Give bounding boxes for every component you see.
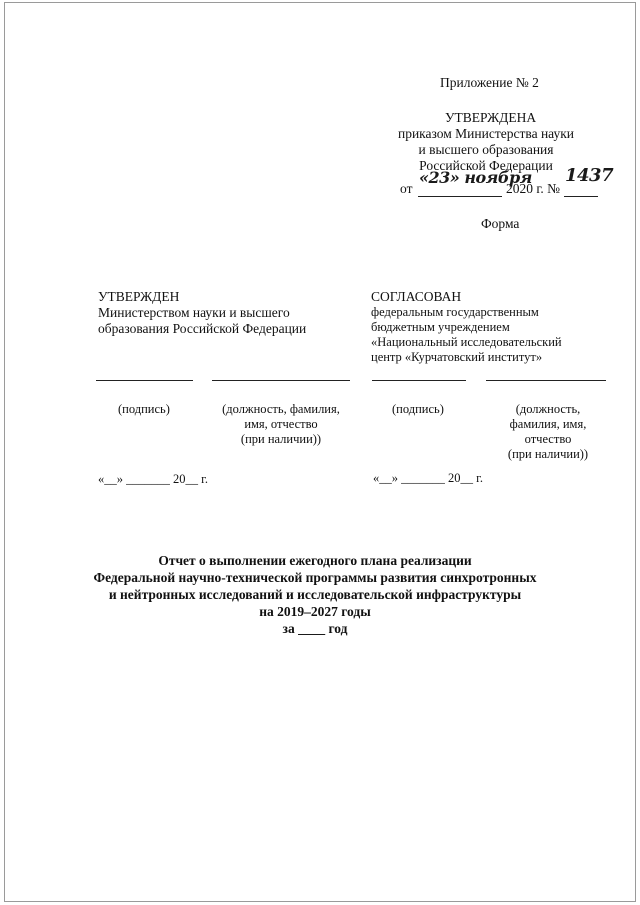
right-agreed-title: СОГЛАСОВАН [371, 289, 462, 304]
right-agreer-text [371, 305, 562, 365]
report-title-line: Отчет о выполнении ежегодного плана реализации [158, 553, 472, 568]
caption-line: имя, отчество [244, 417, 318, 431]
caption-line: отчество [524, 432, 572, 446]
handwritten-number: 1437 [565, 165, 614, 186]
right-signature-caption: (подпись) [392, 402, 444, 416]
left-approver-line: образования Российской Федерации [98, 321, 307, 336]
right-position-line [486, 380, 606, 381]
date-prefix: от [400, 181, 413, 196]
approving-order-text [380, 126, 592, 174]
left-date-line: «__» _______ 20__ г. [98, 472, 208, 486]
form-label: Форма [481, 216, 520, 231]
right-agreer-line: центр «Курчатовский институт» [371, 350, 543, 364]
caption-line: фамилия, имя, [509, 417, 587, 431]
order-line: приказом Министерства науки [397, 126, 575, 141]
report-title-line: и нейтронных исследований и исследовательской инфраструктуры [108, 587, 522, 602]
left-signature-line [96, 380, 193, 381]
left-approver-text [98, 305, 306, 337]
right-position-caption [490, 402, 606, 462]
report-title-line: за ____ год [282, 621, 348, 636]
year-and-number-label: 2020 г. № [506, 181, 561, 196]
right-signature-line [372, 380, 466, 381]
left-signature-caption: (подпись) [118, 402, 170, 416]
order-line: и высшего образования [418, 142, 554, 157]
report-title-line: Федеральной научно-технической программы развития синхротронных [93, 570, 537, 585]
appendix-number: Приложение № 2 [440, 75, 539, 90]
right-agreer-line: «Национальный исследовательский [371, 335, 562, 349]
number-underline [564, 196, 598, 197]
left-position-caption [206, 402, 356, 447]
left-approved-title: УТВЕРЖДЕН [98, 289, 180, 304]
caption-line: (должность, [515, 402, 581, 416]
order-line: Российской Федерации [419, 158, 553, 173]
left-position-line [212, 380, 350, 381]
right-date-line: «__» _______ 20__ г. [373, 471, 483, 485]
approved-title: УТВЕРЖДЕНА [445, 110, 537, 125]
left-approver-line: Министерством науки и высшего [98, 305, 290, 320]
handwritten-date: «23» ноября [419, 168, 532, 187]
caption-line: (должность, фамилия, [222, 402, 340, 416]
caption-line: (при наличии)) [507, 447, 589, 461]
date-underline [418, 196, 502, 197]
caption-line: (при наличии)) [240, 432, 322, 446]
right-agreer-line: бюджетным учреждением [371, 320, 510, 334]
report-title [60, 552, 570, 637]
right-agreer-line: федеральным государственным [371, 305, 539, 319]
report-title-line: на 2019–2027 годы [259, 604, 371, 619]
